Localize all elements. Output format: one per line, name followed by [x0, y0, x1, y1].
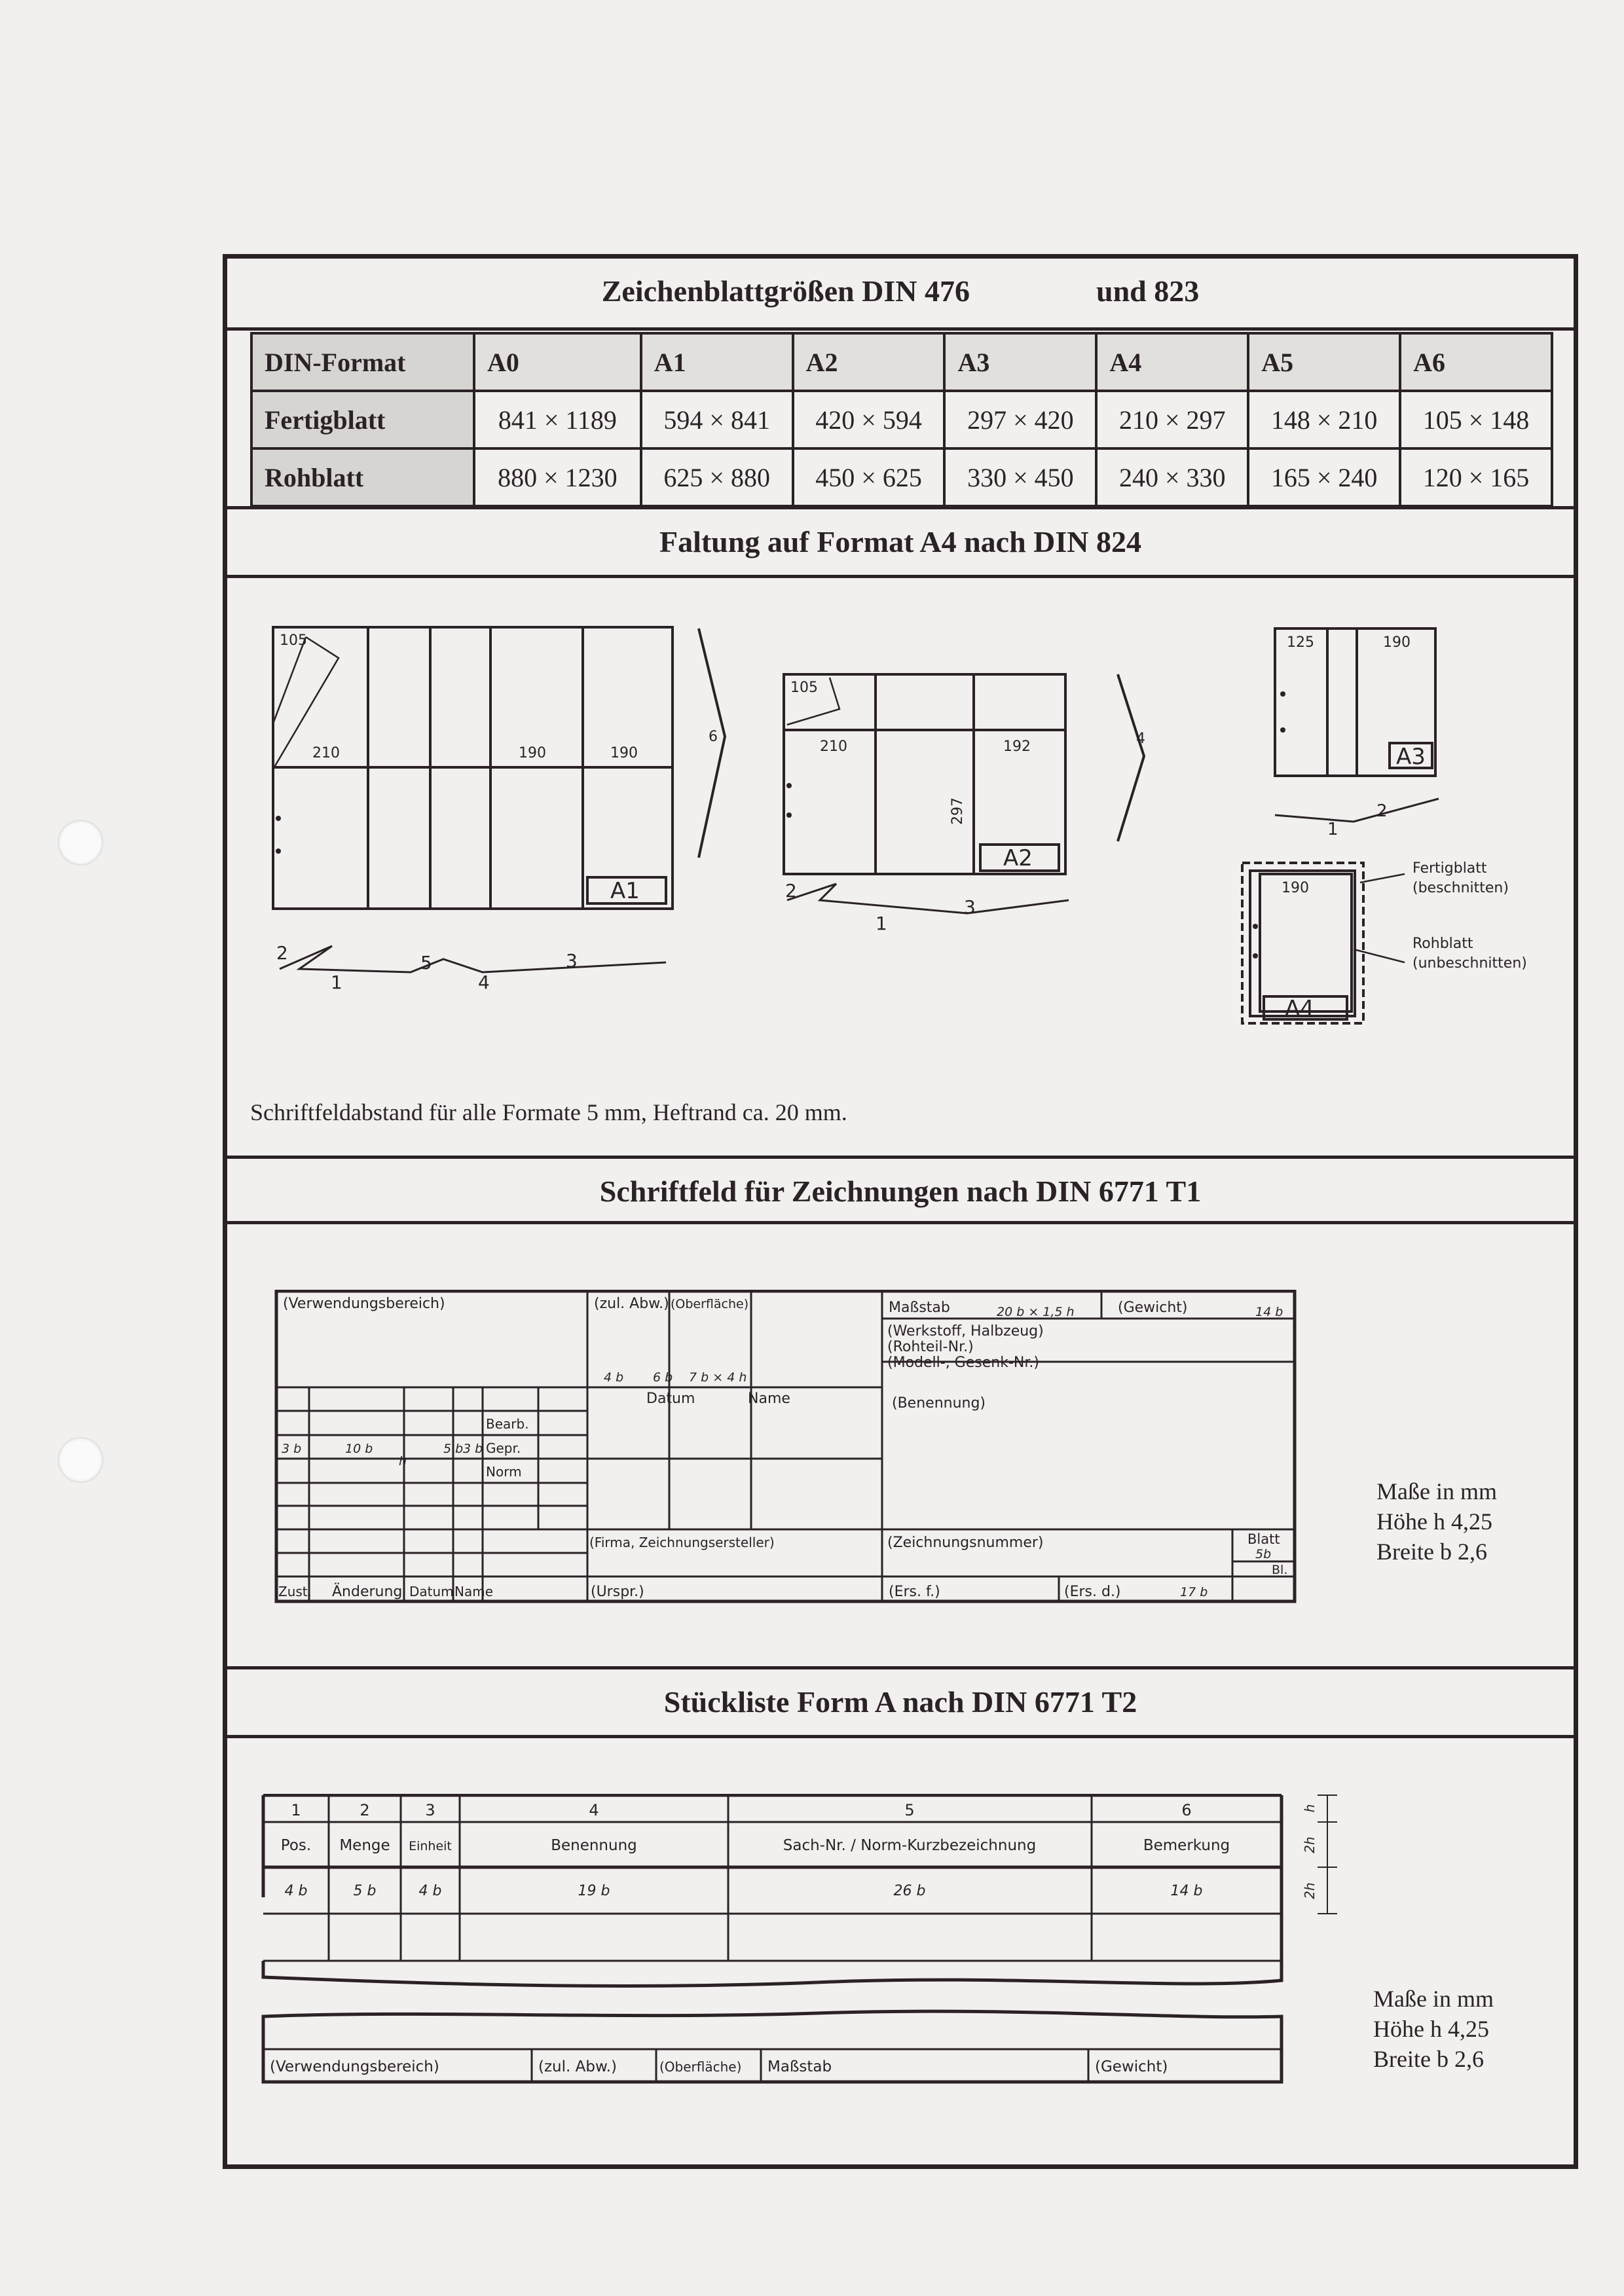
column-number: 1 — [291, 1801, 301, 1819]
folding-header: Faltung auf Format A4 nach DIN 824 — [659, 525, 1142, 558]
dims-note-line: Maße in mm — [1373, 1986, 1494, 2012]
page-title — [227, 259, 1574, 324]
table-cell: 330 × 450 — [944, 448, 1096, 506]
format-header: A4 — [1096, 333, 1248, 391]
punch-hole-bottom — [58, 1437, 103, 1483]
a2-label: A2 — [1003, 845, 1033, 871]
fold-step: 1 — [1327, 820, 1338, 839]
cell-label: Blatt — [1247, 1531, 1280, 1547]
cell-label: Bearb. — [486, 1416, 529, 1432]
cell-dim: 5b — [1255, 1547, 1272, 1561]
divider — [227, 327, 1574, 331]
cell-label: Änderung — [332, 1584, 403, 1600]
table-cell: 105 × 148 — [1400, 391, 1552, 448]
table-cell: 594 × 841 — [641, 391, 793, 448]
title-block-drawing — [227, 1290, 1301, 1611]
cell-label: (Oberfläche) — [671, 1297, 749, 1311]
a3-dim: 190 — [1383, 634, 1411, 651]
table-cell: 165 × 240 — [1248, 448, 1400, 506]
table-cell: 420 × 594 — [793, 391, 945, 448]
table-cell: 880 × 1230 — [474, 448, 641, 506]
cell-label: (Zeichnungsnummer) — [887, 1535, 1044, 1551]
column-number: 2 — [360, 1801, 370, 1819]
cell-label: Zust. — [278, 1584, 312, 1599]
cell-label: Datum — [646, 1391, 695, 1407]
a4-label: A4 — [1285, 996, 1314, 1022]
column-number: 5 — [904, 1801, 915, 1819]
row-label: Fertigblatt — [251, 391, 474, 448]
footer-cell: (Gewicht) — [1095, 2058, 1168, 2075]
column-number: 3 — [425, 1801, 435, 1819]
a2-dim: 192 — [1003, 738, 1031, 755]
row-dim: h — [1302, 1804, 1318, 1813]
cell-label: Gepr. — [486, 1440, 521, 1456]
cell-label: (Benennung) — [892, 1395, 986, 1412]
cell-label: Name — [748, 1391, 790, 1407]
cell-dim: 4 b — [604, 1370, 624, 1385]
divider — [227, 575, 1574, 578]
row-dim: 2h — [1302, 1882, 1318, 1899]
a2-dim: 105 — [790, 680, 818, 696]
a3-dim: 125 — [1287, 634, 1314, 651]
column-header: Pos. — [280, 1837, 312, 1854]
cell-dim: 7 b × 4 h — [689, 1370, 747, 1385]
fold-step: 3 — [964, 896, 976, 918]
parts-list-drawing — [227, 1794, 1340, 2102]
cell-label: (Ers. f.) — [889, 1584, 940, 1600]
fold-step: 1 — [331, 972, 342, 993]
table-cell: 841 × 1189 — [474, 391, 641, 448]
column-width: 5 b — [353, 1883, 377, 1899]
column-header: Benennung — [551, 1837, 637, 1854]
fold-step: 2 — [785, 880, 797, 902]
format-header: A1 — [641, 333, 793, 391]
title-extra: und 823 — [1096, 274, 1200, 308]
cell-label: (Ers. d.) — [1064, 1584, 1121, 1600]
a1-dim: 105 — [280, 632, 307, 649]
cell-dim: 14 b — [1255, 1305, 1283, 1319]
dims-note-line: Höhe h 4,25 — [1376, 1508, 1492, 1535]
cell-label: (Werkstoff, Halbzeug) — [887, 1323, 1044, 1339]
dims-note-line: Maße in mm — [1376, 1478, 1497, 1504]
cell-label: (Firma, Zeichnungsersteller) — [589, 1535, 775, 1550]
column-number: 6 — [1181, 1801, 1192, 1819]
cell-label: (Gewicht) — [1118, 1300, 1188, 1316]
fold-step: 1 — [876, 913, 887, 934]
footer-cell: Maßstab — [767, 2058, 832, 2075]
cell-label: (Rohteil-Nr.) — [887, 1339, 974, 1355]
table-row — [251, 448, 1552, 506]
column-header: Einheit — [409, 1839, 452, 1853]
dims-note-line: Breite b 2,6 — [1373, 2046, 1484, 2072]
row-label: Rohblatt — [251, 448, 474, 506]
dims-note-line: Höhe h 4,25 — [1373, 2016, 1489, 2042]
table-cell: 625 × 880 — [641, 448, 793, 506]
table-row — [251, 391, 1552, 448]
fold-step: 2 — [1376, 801, 1388, 821]
column-width: 26 b — [893, 1883, 926, 1899]
a2-dim: 297 — [950, 797, 966, 825]
table-cell: 210 × 297 — [1096, 391, 1248, 448]
cell-label: Name — [454, 1584, 494, 1599]
footer-cell: (zul. Abw.) — [538, 2058, 617, 2075]
cell-dim: 20 b × 1,5 h — [997, 1305, 1075, 1319]
column-header: Sach-Nr. / Norm-Kurzbezeichnung — [783, 1837, 1037, 1854]
a1-label: A1 — [610, 878, 640, 904]
format-header: A6 — [1400, 333, 1552, 391]
cell-label: Bl. — [1272, 1563, 1288, 1577]
format-header: A5 — [1248, 333, 1400, 391]
cell-label: Datum — [409, 1584, 454, 1599]
table-corner: DIN-Format — [251, 333, 474, 391]
fold-step: 5 — [420, 952, 432, 974]
cell-label: (Verwendungsbereich) — [283, 1296, 445, 1312]
cell-dim: h — [399, 1454, 407, 1468]
format-header: A0 — [474, 333, 641, 391]
table-cell: 297 × 420 — [944, 391, 1096, 448]
divider — [227, 1221, 1574, 1224]
table-cell: 450 × 625 — [793, 448, 945, 506]
parts-list-dims-note — [1373, 1984, 1494, 2074]
row-dim: 2h — [1302, 1836, 1318, 1853]
a3-label: A3 — [1396, 744, 1426, 770]
cell-label: (Modell-, Gesenk-Nr.) — [887, 1355, 1039, 1371]
table-row — [251, 333, 1552, 391]
column-width: 4 b — [284, 1883, 308, 1899]
table-cell: 240 × 330 — [1096, 448, 1248, 506]
format-header: A3 — [944, 333, 1096, 391]
cell-dim: 17 b — [1180, 1585, 1208, 1599]
title-block-header: Schriftfeld für Zeichnungen nach DIN 6771 T1 — [599, 1175, 1202, 1208]
divider — [227, 1735, 1574, 1738]
cell-dim: 3 b — [282, 1442, 302, 1456]
a1-dim: 210 — [312, 745, 340, 761]
legend-text: Fertigblatt — [1412, 860, 1487, 877]
a1-dim: 190 — [519, 745, 546, 761]
format-header: A2 — [793, 333, 945, 391]
size-table — [250, 332, 1553, 507]
punch-hole-top — [58, 820, 103, 866]
cell-dim: 5 b — [443, 1442, 464, 1456]
cell-label: Norm — [486, 1464, 522, 1480]
column-width: 4 b — [418, 1883, 442, 1899]
table-cell: 120 × 165 — [1400, 448, 1552, 506]
fold-step: 2 — [276, 942, 288, 964]
cell-dim: 10 b — [345, 1442, 373, 1456]
fold-step: 3 — [566, 950, 578, 972]
a2-fold-count: 4 — [1136, 731, 1145, 747]
dims-note-line: Breite b 2,6 — [1376, 1539, 1487, 1565]
folding-diagrams — [227, 579, 1574, 1149]
cell-dim: 6 b — [653, 1370, 673, 1385]
legend-text: Rohblatt — [1412, 936, 1473, 952]
a1-fold-count: 6 — [709, 729, 718, 745]
folding-note: Schriftfeldabstand für alle Formate 5 mm, Heftrand ca. 20 mm. — [250, 1099, 847, 1125]
fold-step: 4 — [478, 972, 490, 993]
a4-dim: 190 — [1282, 880, 1309, 896]
footer-cell: (Oberfläche) — [659, 2059, 742, 2075]
parts-list-header: Stückliste Form A nach DIN 6771 T2 — [663, 1685, 1137, 1719]
title-main: Zeichenblattgrößen DIN 476 — [601, 274, 970, 308]
drawing-sheet-frame — [223, 254, 1578, 2169]
a2-dim: 210 — [820, 738, 847, 755]
cell-label: (Urspr.) — [591, 1584, 644, 1600]
legend-text: (beschnitten) — [1412, 880, 1509, 896]
footer-cell: (Verwendungsbereich) — [270, 2058, 439, 2075]
column-width: 19 b — [578, 1883, 610, 1899]
legend-text: (unbeschnitten) — [1412, 955, 1527, 972]
column-width: 14 b — [1170, 1883, 1203, 1899]
title-block-dims-note — [1376, 1476, 1497, 1567]
column-header: Menge — [339, 1837, 390, 1854]
a1-dim: 190 — [610, 745, 638, 761]
column-header: Bemerkung — [1143, 1837, 1230, 1854]
cell-label: Maßstab — [889, 1300, 950, 1316]
table-cell: 148 × 210 — [1248, 391, 1400, 448]
cell-dim: 3 b — [463, 1442, 483, 1456]
cell-label: (zul. Abw.) — [594, 1296, 669, 1312]
column-number: 4 — [589, 1801, 599, 1819]
